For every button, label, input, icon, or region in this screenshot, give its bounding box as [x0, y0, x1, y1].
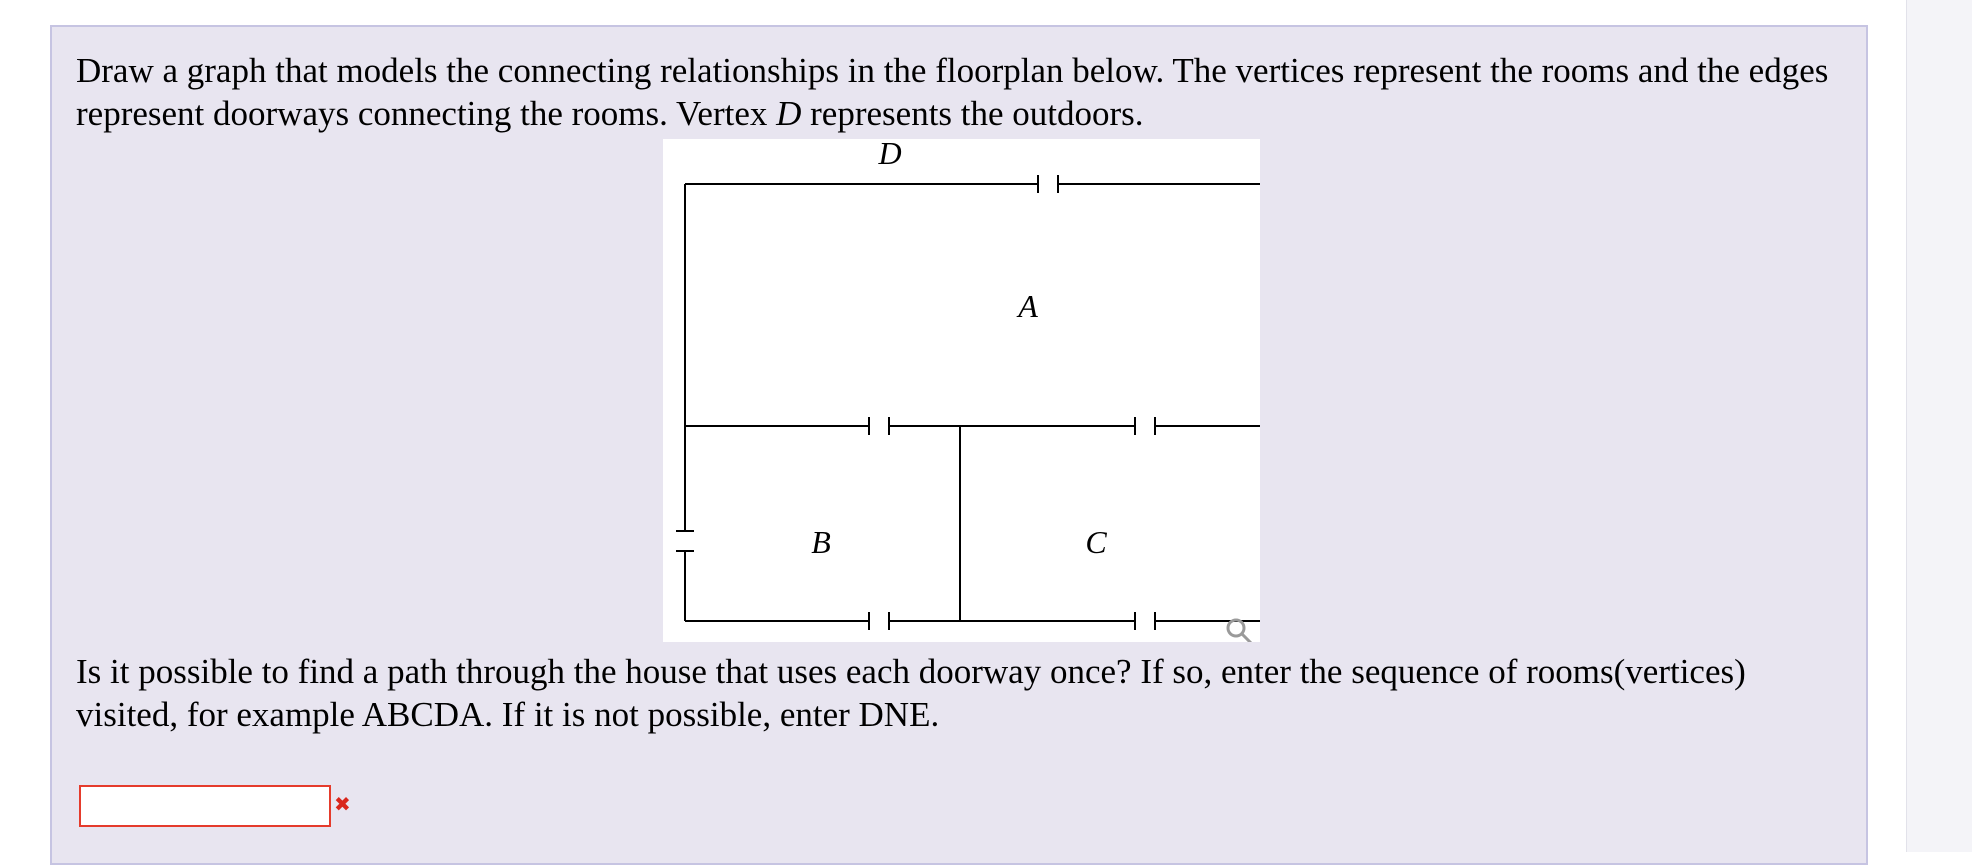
floorplan-image [663, 139, 1260, 642]
right-gutter [1906, 0, 1972, 852]
answer-input[interactable] [79, 785, 331, 827]
wall-top [685, 175, 1260, 193]
x-mark-icon: ✖ [334, 792, 351, 816]
label-room-a: A [1018, 288, 1038, 324]
wall-bottom [685, 612, 1260, 630]
label-room-b: B [811, 524, 831, 560]
wall-middle [685, 417, 1260, 435]
followup-question: Is it possible to find a path through the house that uses each doorway once? If so, enter the sequence of rooms(vertices) visited, for example ABCDA. If it is not possible, enter DNE. [76, 652, 1746, 734]
floorplan-walls [676, 175, 1260, 630]
question-text [76, 49, 1856, 135]
wall-left [676, 184, 694, 621]
problem-panel [50, 25, 1868, 865]
label-outdoors-d: D [878, 139, 902, 171]
magnifier-icon[interactable] [1228, 620, 1251, 642]
question-text-part1: Draw a graph that models the connecting relationships in the floorplan below. The vertices represent the rooms and the edges represent doorways connecting the rooms. Vertex [76, 51, 1829, 133]
label-room-c: C [1085, 524, 1107, 560]
question-vertex-var: D [776, 94, 802, 133]
floorplan-svg [663, 139, 1260, 642]
question-text-part2: represents the outdoors. [801, 94, 1144, 133]
